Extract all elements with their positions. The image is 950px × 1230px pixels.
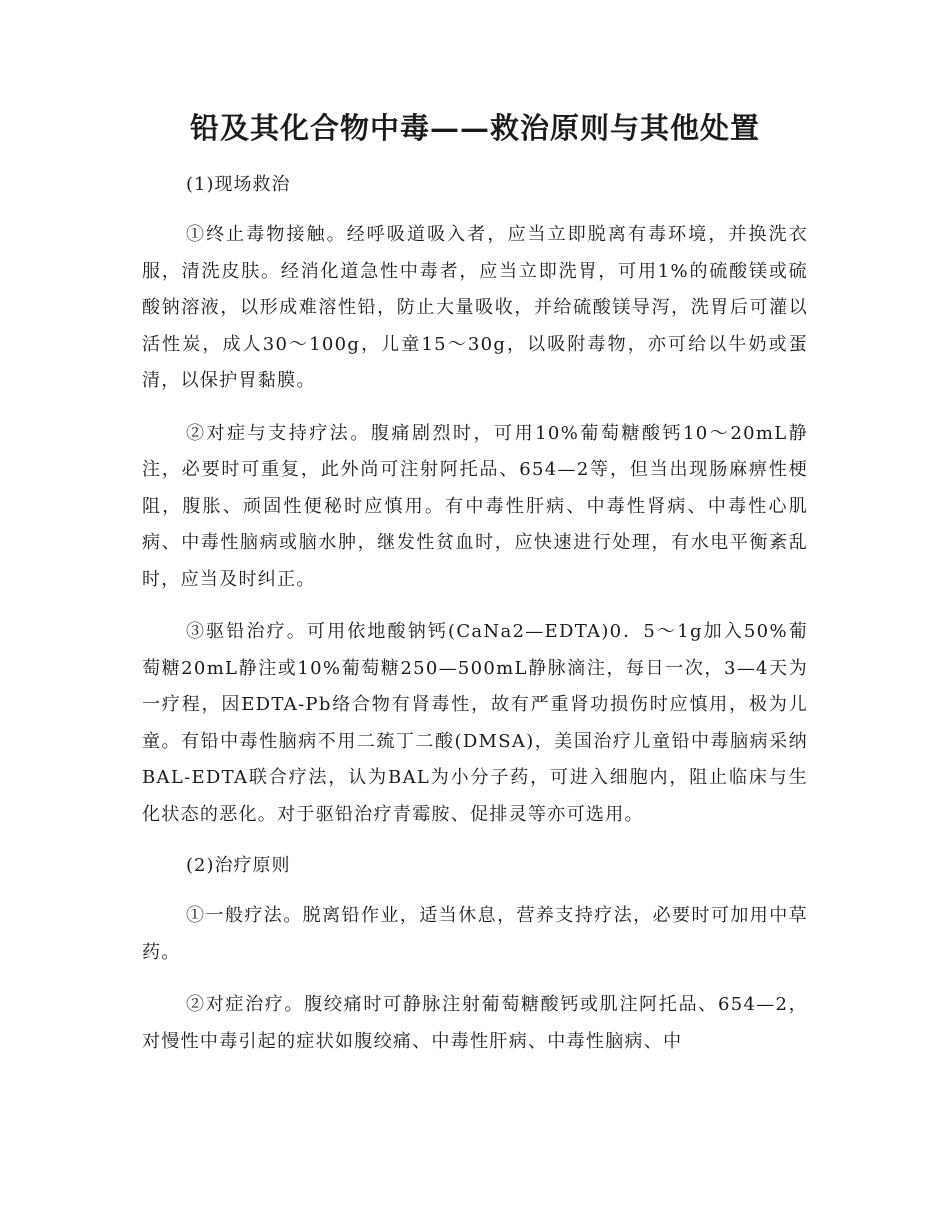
paragraph-symptomatic-support: ②对症与支持疗法。腹痛剧烈时，可用10%葡萄糖酸钙10～20mL静注，必要时可重复，此外尚可注射阿托品、654—2等，但当出现肠麻痹性梗阻，腹胀、顽固性便秘时应慎用。有中毒性肝病、中毒性肾病、中毒性心肌病、中毒性脑病或脑水肿，继发性贫血时，应快速进行处理，有水电平衡紊乱时，应当及时纠正。 — [142, 422, 808, 590]
document-body — [142, 166, 808, 1060]
paragraph-symptomatic-treatment: ②对症治疗。腹绞痛时可静脉注射葡萄糖酸钙或肌注阿托品、654—2，对慢性中毒引起的症状如腹绞痛、中毒性肝病、中毒性脑病、中 — [142, 994, 808, 1052]
section-heading-on-site-treatment: (1)现场救治 — [186, 174, 291, 195]
paragraph-general-therapy: ①一般疗法。脱离铅作业，适当休息，营养支持疗法，必要时可加用中草药。 — [142, 905, 808, 963]
document-title: 铅及其化合物中毒——救治原则与其他处置 — [189, 111, 760, 145]
paragraph-stop-exposure: ①终止毒物接触。经呼吸道吸入者，应当立即脱离有毒环境，并换洗衣服，清洗皮肤。经消化道急性中毒者，应当立即洗胃，可用1%的硫酸镁或硫酸钠溶液，以形成难溶性铅，防止大量吸收，并给硫酸镁导泻，洗胃后可灌以活性炭，成人30～100g，儿童15～30g，以吸附毒物，亦可给以牛奶或蛋清，以保护胃黏膜。 — [142, 224, 808, 391]
paragraph-lead-chelation: ③驱铅治疗。可用依地酸钠钙(CaNa2—EDTA)0．5～1g加入50%葡萄糖20mL静注或10%葡萄糖250—500mL静脉滴注，每日一次，3—4天为一疗程，因EDTA-Pb络合物有肾毒性，故有严重肾功损伤时应慎用，极为儿童。有铅中毒性脑病不用二巯丁二酸(DMSA)，美国治疗儿童铅中毒脑病采纳BAL-EDTA联合疗法，认为BAL为小分子药，可进入细胞内，阻止临床与生化状态的恶化。对于驱铅治疗青霉胺、促排灵等亦可选用。 — [142, 621, 808, 825]
section-heading-treatment-principles: (2)治疗原则 — [186, 855, 291, 876]
